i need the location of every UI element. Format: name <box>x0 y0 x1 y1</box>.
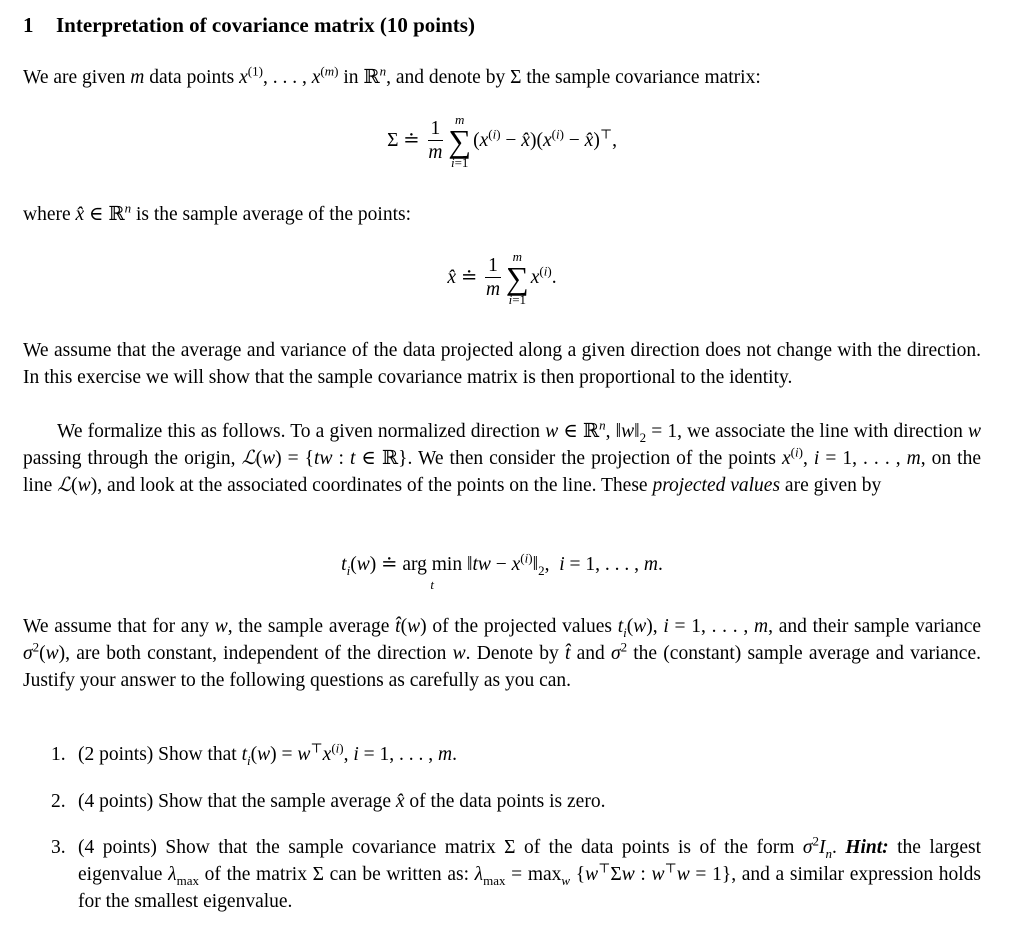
text-span: are given by <box>784 475 882 496</box>
item-number: 1. <box>51 744 66 765</box>
text-span: . We then consider the projection of the points <box>407 448 776 469</box>
text-span: passing through the origin, <box>23 448 236 469</box>
hint-label: Hint: <box>845 837 889 858</box>
item-points: (4 points) <box>78 837 157 858</box>
projection-equation: $t_i(w)$ ≐ arg min t ‖tw − $x^{(i)}‖_2$, i = 1, . . . , m. <box>341 550 663 592</box>
text-span: , and denote by <box>386 67 506 88</box>
text-span: can be written as: <box>329 864 469 885</box>
intro-paragraph: We are given m data points $x^{(1)}$, . . . , $x^{(m)}$ in ℝ$^n$, and denote by Σ the sample covariance matrix: <box>23 63 761 88</box>
text-span: We formalize this as follows. To a given normalized direction <box>57 421 541 442</box>
text-span: of the projected values <box>432 616 612 637</box>
covariance-equation: Σ ≐ $\frac{1}{m}$ m ∑ i=1 ($x^{(i)}$ − $x̂)(x^{(i)}$ − x̂)⊤, <box>387 112 617 170</box>
text-span: , we associate the line with direction <box>677 421 963 442</box>
text-span: Show that <box>158 744 237 765</box>
text-span: data points <box>149 67 235 88</box>
text-span: , and look at the associated coordinates of the points on the line. These <box>97 475 648 496</box>
text-span: , and their sample variance <box>768 616 982 637</box>
text-span: , on the line <box>23 448 981 496</box>
text-span: is the sample average of the points: <box>135 204 412 225</box>
text-span: , and a similar expression holds for the smallest eigenvalue. <box>78 864 982 912</box>
formalization-paragraph: We formalize this as follows. To a given normalized direction w ∈ ℝ$^n$, $‖w‖_2 = 1$, we associate the line with direction w passing through the origin, ℒ(w) = {tw : t ∈ ℝ}. We then consider the projection of the points $x^{(i)}$, i = 1, . . . , m, on the line ℒ(w), and look at the associated coordinates of the points on the line. These projected values are given by <box>23 417 981 496</box>
text-span: , the sample average <box>227 616 390 637</box>
text-span: where <box>23 204 71 225</box>
text-span: . Denote by <box>465 643 559 664</box>
text-span: in <box>343 67 359 88</box>
text-span: , are both constant, independent of the direction <box>65 643 447 664</box>
text-span: projected values <box>652 475 781 496</box>
text-span: of the data points is of the form <box>523 837 795 858</box>
assumption-paragraph: We assume that the average and variance of the data projected along a given direction does not change with the direction. In this exercise we will show that the sample covariance matrix is then proportional to the identity. <box>23 340 981 388</box>
section-title: Interpretation of covariance matrix (10 points) <box>56 13 475 37</box>
text-span: of the data points is zero. <box>409 791 606 812</box>
text-span: Show that the sample covariance matrix <box>165 837 496 858</box>
text-span: the sample covariance matrix: <box>526 67 761 88</box>
item-number: 3. <box>51 837 66 858</box>
text-span: the largest eigenvalue <box>78 837 982 885</box>
section-number: 1 <box>23 13 34 37</box>
text-span: the (constant) sample average and variance. Justify your answer to the following questions as carefully as you can. <box>23 643 981 691</box>
item-points: (4 points) <box>78 791 154 812</box>
text-span: We assume that for any <box>23 616 209 637</box>
text-span: We are given <box>23 67 126 88</box>
item-points: (2 points) <box>78 744 154 765</box>
average-paragraph: where x̂ ∈ ℝ$^n$ is the sample average of the points: <box>23 200 412 225</box>
constant-assumption-paragraph: We assume that for any w, the sample average t̂(w) of the projected values $t_i(w)$, i = 1, . . . , m, and their sample variance $\sigma^2(w)$, are both constant, independent of the direction w. Denote by t̂ and $\sigma^2$ the (constant) sample average and variance. Justify your answer to the following questions as carefully as you can. <box>23 616 982 691</box>
item-number: 2. <box>51 791 66 812</box>
text-span: Show that the sample average <box>158 791 392 812</box>
section-heading <box>23 12 475 39</box>
average-equation: x̂ ≐ $\frac{1}{m}$ m ∑ i=1 $x^{(i)}$. <box>447 249 557 307</box>
text-span: and <box>576 643 605 664</box>
text-span: of the matrix <box>204 864 307 885</box>
